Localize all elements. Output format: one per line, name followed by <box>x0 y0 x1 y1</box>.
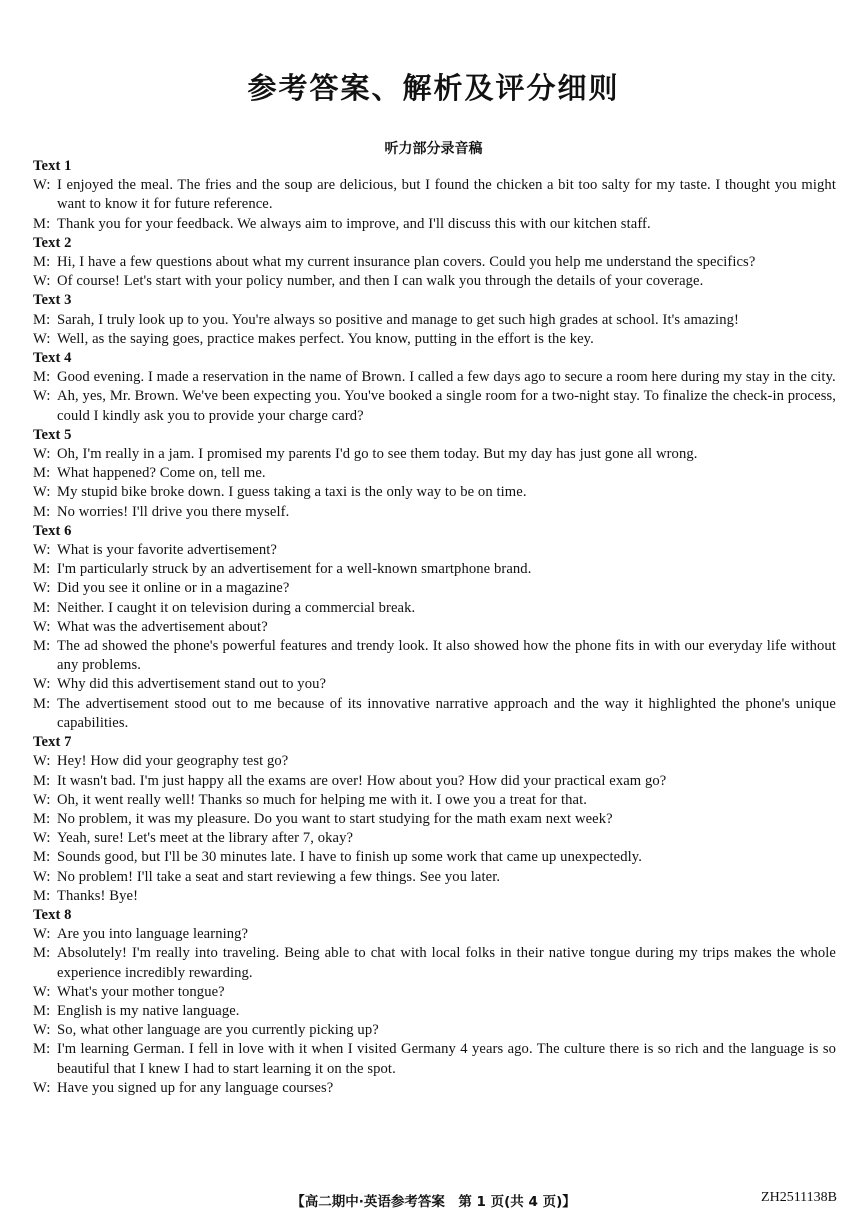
dialogue-text: Thank you for your feedback. We always aim to improve, and I'll discuss this with our kitchen staff. <box>57 215 651 232</box>
dialogue-text: Oh, it went really well! Thanks so much for helping me with it. I owe you a treat for that. <box>57 791 588 808</box>
speaker-label: W: <box>33 542 51 559</box>
dialogue-text: No problem, it was my pleasure. Do you want to start studying for the math exam next week? <box>57 810 613 827</box>
speaker-label: W: <box>33 446 51 463</box>
dialogue-text: What's your mother tongue? <box>57 983 225 1000</box>
dialogue-line <box>33 464 836 483</box>
speaker-label: W: <box>33 926 51 943</box>
dialogue-line <box>33 599 836 618</box>
dialogue-text: What was the advertisement about? <box>57 618 268 635</box>
dialogue-text: So, what other language are you currently picking up? <box>57 1022 379 1039</box>
dialogue-line <box>33 772 836 791</box>
speaker-label: W: <box>33 177 51 194</box>
dialogue-text: I'm particularly struck by an advertisement for a well-known smartphone brand. <box>57 561 532 578</box>
speaker-label: M: <box>33 254 51 271</box>
speaker-label: M: <box>33 311 51 328</box>
dialogue-text: No problem! I'll take a seat and start reviewing a few things. See you later. <box>57 868 501 885</box>
dialogue-line <box>33 695 836 733</box>
dialogue-text: Sounds good, but I'll be 30 minutes late. I have to finish up some work that came up unexpectedly. <box>57 849 642 866</box>
dialogue-line <box>33 1040 836 1078</box>
dialogue-line <box>33 810 836 829</box>
dialogue-line <box>33 925 836 944</box>
speaker-label: M: <box>33 887 51 904</box>
speaker-label: W: <box>33 273 51 290</box>
dialogue-line <box>33 791 836 810</box>
dialogue-text: Hi, I have a few questions about what my current insurance plan covers. Could you help me understand the specifics? <box>57 254 756 271</box>
speaker-label: M: <box>33 503 51 520</box>
text-heading: Text 5 <box>33 426 72 443</box>
dialogue-text: Yeah, sure! Let's meet at the library after 7, okay? <box>57 830 354 847</box>
dialogue-text: Ah, yes, Mr. Brown. We've been expecting you. You've booked a single room for a two-night stay. To finalize the check-in process, could I kindly ask you to provide your charge card? <box>57 388 836 424</box>
dialogue-text: English is my native language. <box>57 1002 240 1019</box>
dialogue-line <box>33 618 836 637</box>
speaker-label: W: <box>33 791 51 808</box>
dialogue-text: Hey! How did your geography test go? <box>57 753 289 770</box>
speaker-label: W: <box>33 830 51 847</box>
dialogue-text: What is your favorite advertisement? <box>57 542 277 559</box>
text-heading: Text 8 <box>33 906 72 923</box>
speaker-label: W: <box>33 1079 51 1096</box>
dialogue-text: Of course! Let's start with your policy number, and then I can walk you through the details of your coverage. <box>57 273 704 290</box>
dialogue-line <box>33 1021 836 1040</box>
dialogue-line <box>33 541 836 560</box>
dialogue-text: I enjoyed the meal. The fries and the soup are delicious, but I found the chicken a bit too salty for my taste. I thought you might want to know it for future reference. <box>57 177 836 213</box>
speaker-label: W: <box>33 484 51 501</box>
dialogue-text: Are you into language learning? <box>57 926 249 943</box>
dialogue-text: Absolutely! I'm really into traveling. Being able to chat with local folks in their native tongue during my trips makes the whole experience incredibly rewarding. <box>57 945 836 981</box>
text-heading: Text 4 <box>33 350 72 367</box>
dialogue-text: Well, as the saying goes, practice makes perfect. You know, putting in the effort is the key. <box>57 330 594 347</box>
speaker-label: M: <box>33 849 51 866</box>
footer-page-info: 【高二期中·英语参考答案 第 1 页(共 4 页)】 <box>291 1194 576 1210</box>
dialogue-line <box>33 176 836 214</box>
speaker-label: M: <box>33 638 51 655</box>
dialogue-line <box>33 445 836 464</box>
dialogue-line <box>33 848 836 867</box>
speaker-label: W: <box>33 1022 51 1039</box>
dialogue-line <box>33 579 836 598</box>
speaker-label: M: <box>33 945 51 962</box>
dialogue-text: Good evening. I made a reservation in the name of Brown. I called a few days ago to secure a room here during my stay in the city. <box>57 369 836 386</box>
dialogue-line <box>33 253 836 272</box>
dialogue-line <box>33 330 836 349</box>
speaker-label: M: <box>33 810 51 827</box>
dialogue-text: Sarah, I truly look up to you. You're always so positive and manage to get such high grades at school. It's amazing! <box>57 311 739 328</box>
dialogue-line <box>33 868 836 887</box>
speaker-label: W: <box>33 388 51 405</box>
dialogue-text: Did you see it online or in a magazine? <box>57 580 290 597</box>
speaker-label: M: <box>33 465 51 482</box>
speaker-label: M: <box>33 369 51 386</box>
dialogue-line <box>33 752 836 771</box>
speaker-label: W: <box>33 868 51 885</box>
dialogue-line <box>33 1002 836 1021</box>
text-heading: Text 7 <box>33 734 72 751</box>
dialogue-line <box>33 675 836 694</box>
speaker-label: W: <box>33 983 51 1000</box>
footer-doc-code: ZH2511138B <box>761 1190 837 1205</box>
dialogue-text: Neither. I caught it on television during a commercial break. <box>57 599 416 616</box>
dialogue-line <box>33 637 836 675</box>
text-heading: Text 1 <box>33 158 72 174</box>
text-heading: Text 6 <box>33 522 72 539</box>
dialogue-line <box>33 215 836 234</box>
page-title: 参考答案、解析及评分细则 <box>247 71 620 105</box>
speaker-label: W: <box>33 580 51 597</box>
speaker-label: W: <box>33 618 51 635</box>
text-heading: Text 3 <box>33 292 72 309</box>
listening-transcript <box>33 157 836 1098</box>
speaker-label: W: <box>33 330 51 347</box>
speaker-label: M: <box>33 1002 51 1019</box>
dialogue-line <box>33 483 836 502</box>
dialogue-line <box>33 1079 836 1098</box>
dialogue-line <box>33 829 836 848</box>
speaker-label: M: <box>33 772 51 789</box>
dialogue-line <box>33 560 836 579</box>
dialogue-line <box>33 983 836 1002</box>
dialogue-text: Have you signed up for any language courses? <box>57 1079 334 1096</box>
dialogue-text: Why did this advertisement stand out to you? <box>57 676 327 693</box>
section-subtitle: 听力部分录音稿 <box>384 141 483 157</box>
dialogue-text: What happened? Come on, tell me. <box>57 465 266 482</box>
dialogue-text: Oh, I'm really in a jam. I promised my parents I'd go to see them today. But my day has just gone all wrong. <box>57 446 698 463</box>
dialogue-line <box>33 368 836 387</box>
speaker-label: M: <box>33 561 51 578</box>
speaker-label: M: <box>33 695 51 712</box>
text-heading: Text 2 <box>33 234 72 251</box>
dialogue-line <box>33 387 836 425</box>
dialogue-text: The ad showed the phone's powerful features and trendy look. It also showed how the phone fits in with our everyday life without any problems. <box>57 638 836 674</box>
dialogue-text: The advertisement stood out to me because of its innovative narrative approach and the way it highlighted the phone's unique capabilities. <box>57 695 836 731</box>
dialogue-text: It wasn't bad. I'm just happy all the exams are over! How about you? How did your practical exam go? <box>57 772 667 789</box>
dialogue-line <box>33 272 836 291</box>
dialogue-line <box>33 503 836 522</box>
speaker-label: M: <box>33 1041 51 1058</box>
dialogue-line <box>33 311 836 330</box>
dialogue-text: Thanks! Bye! <box>57 887 139 904</box>
speaker-label: M: <box>33 599 51 616</box>
dialogue-text: I'm learning German. I fell in love with it when I visited Germany 4 years ago. The culture there is so rich and the language is so beautiful that I knew I had to start learning it on the spot. <box>57 1041 836 1077</box>
speaker-label: W: <box>33 676 51 693</box>
dialogue-line <box>33 944 836 982</box>
speaker-label: M: <box>33 215 51 232</box>
dialogue-line <box>33 887 836 906</box>
dialogue-text: No worries! I'll drive you there myself. <box>57 503 290 520</box>
dialogue-text: My stupid bike broke down. I guess taking a taxi is the only way to be on time. <box>57 484 527 501</box>
speaker-label: W: <box>33 753 51 770</box>
